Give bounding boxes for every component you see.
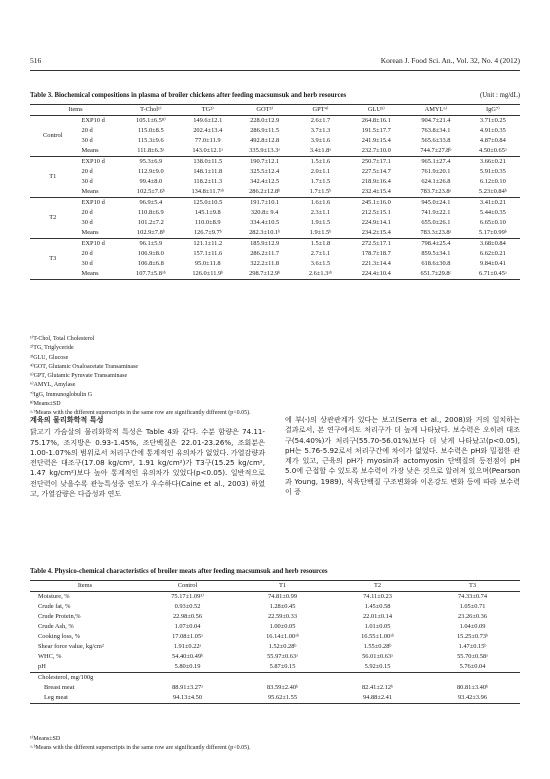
table-cell: 221.3±14.4 (361, 260, 391, 267)
table-row (30, 126, 520, 136)
table-4-caption: Table 4. Physico-chemical characteristics of broiler meats after feeding macsumsuk and herb resources (30, 568, 328, 575)
table-cell: 5.91±0.35 (479, 168, 506, 175)
table-cell: 232.4±15.4 (361, 188, 391, 195)
column-header: T3 (425, 581, 520, 592)
table-row (30, 632, 520, 642)
header-rule (30, 70, 520, 71)
table-cell: 149.6±12.1 (193, 117, 223, 124)
table-cell: 74.81±0.99 (267, 593, 298, 600)
table-cell: 190.7±12.1 (235, 157, 295, 168)
row-label: Moisture, % (38, 593, 70, 600)
table-cell: 99.4±8.0 (139, 178, 163, 185)
table-row (30, 249, 520, 259)
row-label: EXP10 d (81, 117, 105, 124)
table-cell: 5.23±0.84ᵇ (478, 188, 507, 195)
table-cell: 618.6±30.8 (421, 260, 451, 267)
table-cell: 783.3±23.8ᵃ (420, 229, 452, 236)
table-row (30, 198, 520, 209)
table-row (30, 592, 520, 603)
table-cell: 148.1±11.8 (193, 168, 223, 175)
row-label: WHC, % (38, 653, 62, 660)
table-cell: 112.9±9.0 (138, 168, 164, 175)
cholesterol-label: Cholesterol, mg/100g (30, 673, 520, 684)
table-cell: 118.2±11.3 (193, 178, 223, 185)
row-label: Cooking loss, % (38, 633, 81, 640)
table-cell: 16.14±1.00ᵃᵇ (266, 633, 299, 640)
table-3-title: Table 3. Biochemical compositions in plasma of broiler chickens after feeding macsumsuk and herb resources (30, 92, 347, 99)
table-cell: 624.1±26.8 (421, 178, 451, 185)
group-label: T1 (30, 157, 76, 198)
table-row (30, 218, 520, 228)
table-cell: 96.1±5.9 (121, 239, 181, 250)
table-row (30, 136, 520, 146)
table-cell: 94.88±2.41 (362, 694, 393, 701)
table-4-grid (30, 580, 520, 704)
footnote: ¹⁾T-Chol, Total Cholesterol (30, 336, 95, 342)
column-header: Control (140, 581, 235, 592)
table-row (30, 602, 520, 612)
table-cell: 1.55±0.28ᵇ (363, 643, 392, 650)
column-header: T-Chol¹⁾ (121, 105, 181, 116)
table-cell: 3.6±1.5 (310, 260, 331, 267)
table-row (30, 239, 520, 250)
table-cell: 138.0±11.5 (181, 157, 235, 168)
table-row (30, 612, 520, 622)
cholesterol-header-row (30, 673, 520, 684)
table-row (30, 208, 520, 218)
table-cell: 82.41±2.12ᵇ (361, 684, 394, 691)
group-label: Control (42, 132, 63, 139)
table-cell: 2.3±1.1 (310, 209, 331, 216)
table-cell: 212.5±15.1 (361, 209, 391, 216)
table-row (30, 652, 520, 662)
table-row (30, 157, 520, 168)
table-cell: 55.70±0.58ᵃ (457, 653, 488, 660)
table-cell: 224.9±14.1 (361, 219, 391, 226)
table-row (30, 642, 520, 652)
row-label: EXP10 d (76, 198, 122, 209)
table-cell: 2.0±1.1 (310, 168, 331, 175)
table-cell: 9.84±0.41 (479, 260, 506, 267)
row-label: pH (38, 663, 46, 670)
table-cell: 80.81±3.40ᵇ (456, 684, 489, 691)
table-cell: 107.7±5.8ᵃᵇ (136, 270, 166, 277)
table-cell: 75.17±1.09¹⁾ (171, 593, 204, 600)
table-cell: 110.0±8.9 (194, 219, 221, 226)
table-cell: 110.8±6.9 (138, 209, 164, 216)
table-row (30, 116, 520, 127)
footnote: ⁸⁾Means±SD (30, 401, 61, 408)
table-cell: 3.68±0.84 (466, 239, 520, 250)
table-cell: 245.1±16.0 (346, 198, 406, 209)
table-cell: 22.01±0.14 (362, 613, 393, 620)
table-cell: 744.7±27.8ᵇ (420, 147, 452, 154)
table-cell: 5.87±0.15 (269, 663, 296, 670)
table-cell: 4.50±0.65ᵃ (479, 147, 507, 154)
table-cell: 1.28±0.45 (269, 603, 296, 610)
column-header: GPT⁴⁾ (294, 105, 346, 116)
table-cell: 5.17±0.99ᵇ (478, 229, 507, 236)
table-cell: 234.2±15.4 (361, 229, 391, 236)
table-cell: 798.4±25.4 (406, 239, 466, 250)
footnote: ⁶⁾AMYL, Amylase (30, 382, 76, 389)
table-cell: 763.8±34.1 (421, 127, 451, 134)
table-cell: 334.4±10.5 (250, 219, 280, 226)
table-cell: 655.0±26.1 (421, 219, 451, 226)
table-cell: 1.7±1.5ᵇ (309, 188, 332, 195)
row-label: Means (81, 147, 99, 154)
table-cell: 3.9±1.6 (310, 137, 331, 144)
table-cell: 126.7±9.7ᵇ (193, 229, 222, 236)
table-cell: 6.62±0.21 (479, 250, 506, 257)
table-cell: 335.9±13.3ᵃ (249, 147, 281, 154)
table-cell: 95.62±1.55 (267, 694, 298, 701)
table-cell: 783.7±23.8ᵃ (420, 188, 452, 195)
table-row (30, 187, 520, 198)
table-cell: 5.44±0.35 (479, 209, 506, 216)
row-label: Means (81, 188, 99, 195)
table-cell: 74.33±0.74 (457, 593, 488, 600)
table-cell: 3.7±1.3 (310, 127, 331, 134)
table-cell: 1.04±0.09 (459, 623, 486, 630)
table-cell: 1.9±1.5 (310, 219, 331, 226)
table-cell: 23.26±0.36 (457, 613, 488, 620)
table-cell: 286.2±12.8ᵇ (249, 188, 281, 195)
footnote: ³⁾GLU, Glucose (30, 354, 69, 361)
table-cell: 250.7±17.1 (346, 157, 406, 168)
table-cell: 965.1±27.4 (406, 157, 466, 168)
table-cell: 4.87±0.84 (479, 137, 506, 144)
row-label: 30 d (81, 178, 93, 185)
table-cell: 1.91±0.22ᵃ (173, 643, 202, 650)
table-4-header-row (30, 581, 520, 592)
table-cell: 126.0±11.9ᵇ (192, 270, 224, 277)
table-cell: 1.7±1.5 (310, 178, 331, 185)
table-cell: 22.98±0.56 (172, 613, 203, 620)
paragraph: 에 부(-)의 상관관계가 있다는 보고(Serra et al., 2008)와 거의 일치하는 결과로서, 본 연구에서도 처리구가 더 높게 나타났다. 보수력은 오히려 대조구(54.40%)가 처리구(55.70-56.01%)보다 더 낮게 나타났고(p<0.05), pH는 5.76-5.92로서 처리구간에 차이가 없었다. 보수력은 pH와 밀접한 관계가 있고, 근육의 pH가 myosin과 actomyosin 단백질의 등전점이 pH 5.0에 근접할 수 있도록 보수력이 가장 낮은 것으로 알려져 있으며(Pearson과 Young, 1989), 식육단백질 구조변화와 이온강도 변화 등에 따라 보수력이 증 (285, 415, 520, 497)
table-cell: 322.2±11.8 (250, 260, 280, 267)
table-cell: 286.9±11.5 (250, 127, 280, 134)
table-cell: 241.9±15.4 (361, 137, 391, 144)
table-cell: 94.13±4.50 (172, 694, 203, 701)
table-cell: 121.1±11.2 (181, 239, 235, 250)
row-label: 20 d (81, 127, 93, 134)
row-label: Crude Ash, % (38, 623, 74, 630)
table-4 (30, 568, 520, 704)
column-header: Items (30, 105, 121, 116)
footnote: ²⁾TG, Triglyceride (30, 345, 74, 352)
table-cell: 1.5±1.8 (294, 239, 346, 250)
table-cell: 2.6±1.7 (310, 117, 331, 124)
footnote: ⁴⁾GOT, Glutamic Oxaloacetate Transaminase (30, 363, 139, 370)
table-cell: 5.92±0.15 (364, 663, 391, 670)
table-3-footnotes (30, 335, 251, 419)
table-cell: 3.71±0.25 (479, 117, 506, 124)
table-cell: 218.9±16.4 (361, 178, 391, 185)
column-header: TG²⁾ (181, 105, 235, 116)
table-cell: 264.8±16.1 (361, 117, 391, 124)
table-cell: 1.6±1.6 (294, 198, 346, 209)
paragraph: 닭고기 가슴살의 물리화학적 특성은 Table 4와 같다. 수분 함량은 74.11-75.17%, 조지방은 0.93-1.45%, 조단백질은 22.01-23.26%, 조회분은 1.00-1.07%의 범위로서 처리구간에 통계적인 유의차가 없었다. 가열감량과 전단력은 대조구(17.08 kg/cm², 1.91 kg/cm²)가 T3구(15.25 kg/cm², 1.47 kg/cm²)보다 높아 통계적인 유의차가 있었다(p<0.05). 일반적으로 전단력이 낮을수록 관능특성중 연도가 우수하다(Caine et al., 2003) 하였고, 가열감량은 다즙성과 연도 (30, 427, 265, 499)
table-cell: 904.7±21.4 (421, 117, 451, 124)
row-label: EXP10 d (76, 157, 122, 168)
table-cell: 1.05±0.71 (459, 603, 486, 610)
journal-title: Korean J. Food Sci. An., Vol. 32, No. 4 (2012) (380, 56, 520, 65)
table-cell: 115.0±8.5 (138, 127, 164, 134)
table-cell: 859.5±34.1 (421, 250, 451, 257)
row-label: Means (81, 229, 99, 236)
table-cell: 945.0±24.1 (406, 198, 466, 209)
table-cell: 185.9±12.9 (235, 239, 295, 250)
row-label: Leg meat (44, 694, 68, 701)
table-row (30, 228, 520, 239)
table-cell: 95.0±11.8 (194, 260, 221, 267)
table-cell: 1.01±0.05 (364, 623, 391, 630)
column-header: T2 (330, 581, 425, 592)
table-cell: 106.8±6.8 (137, 260, 164, 267)
table-cell: 115.3±9.6 (138, 137, 164, 144)
row-label: 20 d (81, 250, 93, 257)
table-3-grid (30, 104, 520, 280)
table-cell: 1.47±0.15ᵇ (458, 643, 487, 650)
table-cell: 6.65±0.10 (479, 219, 506, 226)
table-row (30, 662, 520, 673)
group-label: T3 (30, 239, 76, 280)
row-label: 20 d (81, 168, 93, 175)
table-cell: 96.9±5.4 (121, 198, 181, 209)
footnote: ⁵⁾GPT, Glutamic Pyruvate Transaminase (30, 373, 128, 380)
left-column (30, 415, 265, 499)
table-cell: 102.9±7.8ᵇ (136, 229, 165, 236)
table-cell: 95.3±6.9 (121, 157, 181, 168)
table-cell: 5.76±0.04 (459, 663, 486, 670)
row-label: Crude Protein,% (38, 613, 81, 620)
table-cell: 224.4±10.4 (361, 270, 391, 277)
footnote: ⁷⁾IgG, Immunoglobulin G (30, 391, 93, 398)
table-cell: 1.52±0.28ᵇ (268, 643, 297, 650)
table-cell: 105.1±6.5⁸⁾ (136, 117, 166, 124)
table-cell: 101.2±7.2 (137, 219, 164, 226)
row-label: 30 d (81, 260, 93, 267)
table-cell: 282.3±10.1ᵇ (249, 229, 281, 236)
table-row (30, 177, 520, 187)
table-cell: 55.97±0.63ᵃ (267, 653, 298, 660)
footnote: ᵃ·ᵇMeans with the different superscripts in the same row are significantly different (p<0.05). (30, 410, 251, 417)
table-cell: 16.55±1.00ᵃᵇ (361, 633, 394, 640)
table-row (30, 622, 520, 632)
table-cell: 1.00±0.05 (269, 623, 296, 630)
table-row (30, 146, 520, 157)
table-cell: 125.0±10.5 (181, 198, 235, 209)
table-cell: 1.9±1.5ᵇ (309, 229, 332, 236)
table-cell: 651.7±29.8ᶜ (420, 270, 452, 277)
column-header: AMYL⁶⁾ (406, 105, 466, 116)
column-header: GLU⁵⁾ (346, 105, 406, 116)
table-cell: 22.59±0.33 (267, 613, 298, 620)
table-cell: 2.7±1.1 (310, 250, 331, 257)
table-cell: 93.42±3.96 (457, 694, 488, 701)
table-cell: 3.66±0.21 (466, 157, 520, 168)
table-cell: 178.7±18.7 (361, 250, 391, 257)
table-cell: 741.9±22.1 (421, 209, 451, 216)
table-row (30, 167, 520, 177)
right-column (285, 415, 520, 497)
row-label: 30 d (81, 137, 93, 144)
section-heading: 계육의 물리화학적 특성 (30, 415, 104, 424)
row-label: 30 d (81, 219, 93, 226)
table-cell: 6.12±0.10 (479, 178, 506, 185)
row-label: Shear force value, kg/cm² (38, 643, 104, 650)
table-cell: 0.93±0.52 (174, 603, 201, 610)
table-cell: 3.4±1.8ᵃ (309, 147, 332, 154)
table-cell: 157.1±11.6 (193, 250, 223, 257)
table-cell: 565.6±33.8 (421, 137, 451, 144)
table-cell: 143.0±12.1ᵃ (192, 147, 224, 154)
table-cell: 4.91±0.35 (479, 127, 506, 134)
table-cell: 74.11±0.23 (363, 593, 392, 600)
table-cell: 191.5±17.7 (361, 127, 391, 134)
table-cell: 325.5±12.4 (250, 168, 280, 175)
group-label: T2 (30, 198, 76, 239)
table-row (30, 269, 520, 280)
table-cell: 54.40±0.49ᵇ (171, 653, 204, 660)
table-cell: 232.7±10.0 (361, 147, 391, 154)
row-label: Crude fat, % (38, 603, 71, 610)
column-header: IgG⁷⁾ (466, 105, 520, 116)
footnote: ¹⁾Means±SD (30, 736, 61, 742)
table-cell: 2.6±1.3ᵃᵇ (308, 270, 333, 277)
page-number: 516 (30, 56, 42, 65)
table-cell: 83.59±2.40ᵇ (266, 684, 299, 691)
row-label: EXP10 d (76, 239, 122, 250)
table-cell: 342.4±12.5 (250, 178, 280, 185)
table-3-unit: (Unit : mg/dL) (479, 92, 520, 99)
table-row (30, 259, 520, 269)
column-header: T1 (235, 581, 330, 592)
table-cell: 492.8±12.8 (250, 137, 280, 144)
row-label: Breast meat (44, 684, 75, 691)
table-4-footnotes (30, 735, 251, 754)
footnote: ᵃ·ᵇMeans with the different superscripts in the same row are significantly different (p<0.05). (30, 745, 251, 752)
table-cell: 88.91±3.27ᵃ (172, 684, 203, 691)
table-cell: 56.01±0.63ᵃ (362, 653, 393, 660)
table-cell: 320.8± 9.4 (250, 209, 279, 216)
table-cell: 17.08±1.05ᵃ (172, 633, 203, 640)
table-cell: 5.80±0.19 (174, 663, 201, 670)
column-header: GOT³⁾ (235, 105, 295, 116)
column-header: Items (30, 581, 140, 592)
table-3 (30, 92, 520, 280)
row-label: Means (81, 270, 99, 277)
table-cell: 761.9±20.1 (421, 168, 451, 175)
table-cell: 286.2±11.7 (250, 250, 280, 257)
table-cell: 1.45±0.58 (364, 603, 391, 610)
table-cell: 102.5±7.6ᵇ (136, 188, 165, 195)
table-cell: 15.25±0.73ᵇ (456, 633, 489, 640)
table-cell: 228.0±12.9 (250, 117, 280, 124)
table-cell: 106.9±8.0 (137, 250, 164, 257)
table-cell: 1.5±1.6 (294, 157, 346, 168)
table-cell: 272.5±17.1 (346, 239, 406, 250)
table-cell: 1.07±0.04 (174, 623, 201, 630)
table-cell: 191.7±10.1 (235, 198, 295, 209)
table-cell: 227.5±14.7 (361, 168, 391, 175)
table-cell: 134.8±11.7ᵃᵇ (191, 188, 225, 195)
table-cell: 6.71±0.45ᵃ (479, 270, 507, 277)
table-cell: 298.7±12.9ᵇ (249, 270, 281, 277)
table-cell: 202.4±13.4 (193, 127, 223, 134)
table-row (30, 683, 520, 693)
table-cell: 77.0±11.9 (194, 137, 221, 144)
row-label: 20 d (81, 209, 93, 216)
running-header (30, 56, 520, 70)
table-3-caption (30, 92, 520, 104)
table-cell: 111.8±6.3ᵃ (137, 147, 165, 154)
table-cell: 3.41±0.21 (466, 198, 520, 209)
table-cell: 145.1±9.8 (194, 209, 221, 216)
table-row (30, 693, 520, 704)
table-3-header-row (30, 105, 520, 116)
